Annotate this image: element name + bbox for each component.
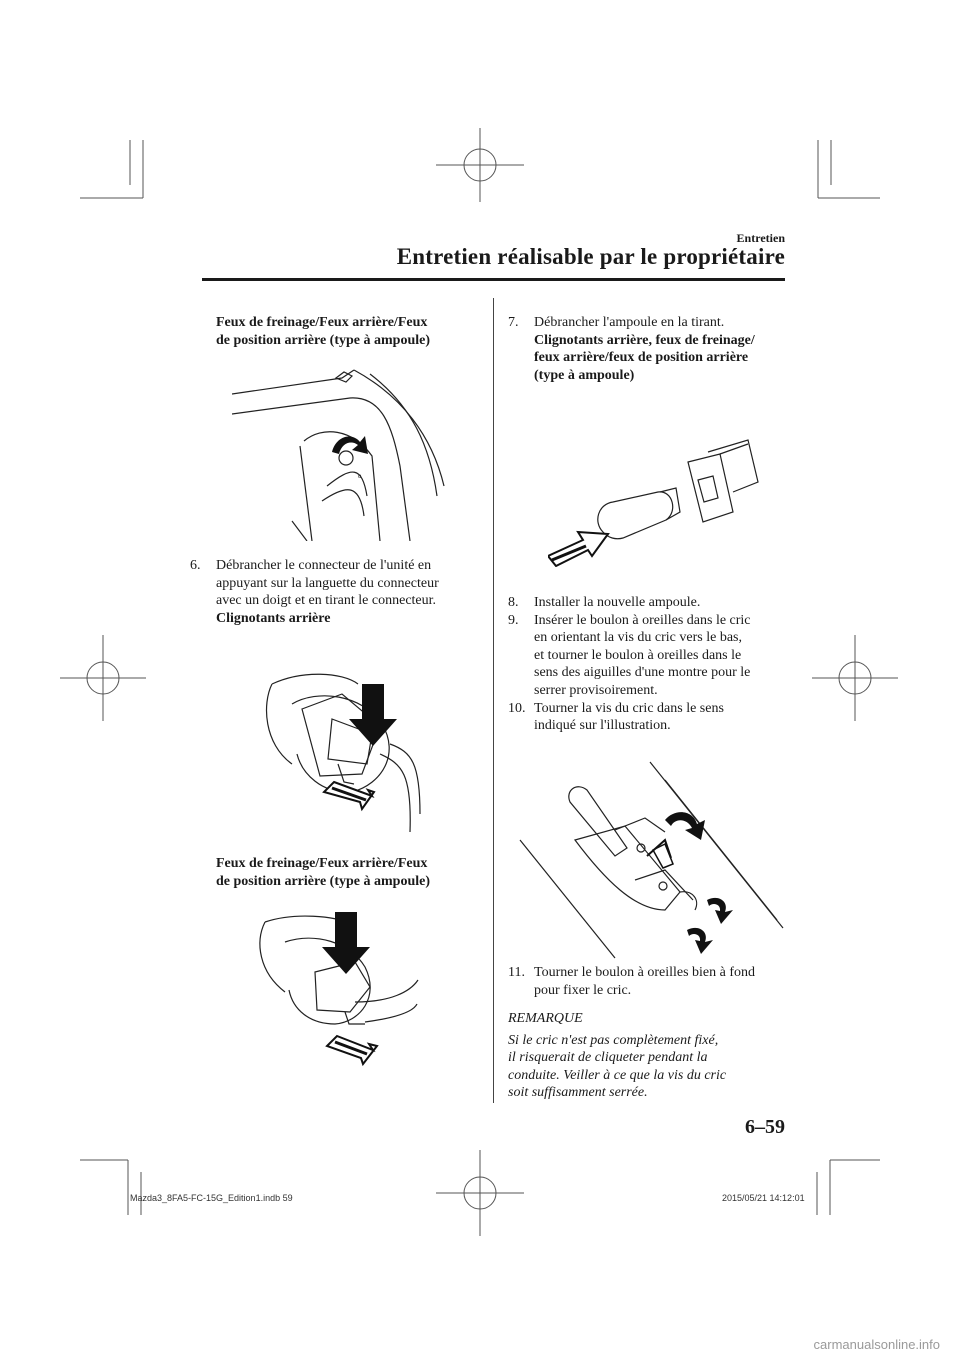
page-title: Entretien réalisable par le propriétaire: [396, 244, 785, 269]
illustration-turn-signal-connector: [262, 664, 422, 832]
step-7: 7. Débrancher l'ampoule en la tirant. Clignotants arrière, feux de freinage/ feux arrière/feux de position arrière (type à ampoule): [508, 315, 755, 383]
column-divider: [493, 298, 494, 1103]
note-title: REMARQUE: [508, 1011, 583, 1026]
page-number: 6–59: [745, 1116, 785, 1138]
section-label: Entretien: [736, 231, 785, 245]
step-10: 10. Tourner la vis du cric dans le sens indiqué sur l'illustration.: [508, 700, 724, 734]
step-11: 11. Tourner le boulon à oreilles bien à fond pour fixer le cric.: [508, 965, 756, 998]
note-block: REMARQUE Si le cric n'est pas complètement fixé, il risquerait de cliqueter pendant la conduite. Veiller à ce que la vis du cric soit suffisamment serrée.: [508, 1010, 798, 1102]
svg-text:o: o: [358, 474, 362, 480]
illustration-bulb-removal: [548, 432, 773, 567]
step-9: 9. Insérer le boulon à oreilles dans le cric en orientant la vis du cric vers le bas, et tourner le boulon à oreilles dans le sens des aiguilles d'une montre pour le serrer provisoirement.: [508, 612, 751, 698]
illustration-stop-light-connector: [255, 912, 420, 1072]
illustration-jack-tightening: [515, 760, 785, 960]
footer-timestamp: 2015/05/21 14:12:01: [722, 1193, 805, 1203]
step-6: 6. Débrancher le connecteur de l'unité en appuyant sur la languette du connecteur avec un doigt et en tirant le connecteur. Clignotants arrière: [190, 558, 439, 626]
caption-stop-tail-lights-1: Feux de freinage/Feux arrière/Feux de position arrière (type à ampoule): [216, 315, 430, 348]
illustration-rear-lamp-socket: [232, 366, 447, 541]
caption-stop-tail-lights-2: Feux de freinage/Feux arrière/Feux de position arrière (type à ampoule): [216, 856, 430, 889]
steps-8-9: [508, 594, 798, 735]
header-rule: [202, 278, 785, 281]
footer-file: Mazda3_8FA5-FC-15G_Edition1.indb 59: [130, 1193, 293, 1203]
watermark: carmanualsonline.info: [813, 1337, 940, 1352]
step-8: 8. Installer la nouvelle ampoule.: [508, 595, 701, 610]
